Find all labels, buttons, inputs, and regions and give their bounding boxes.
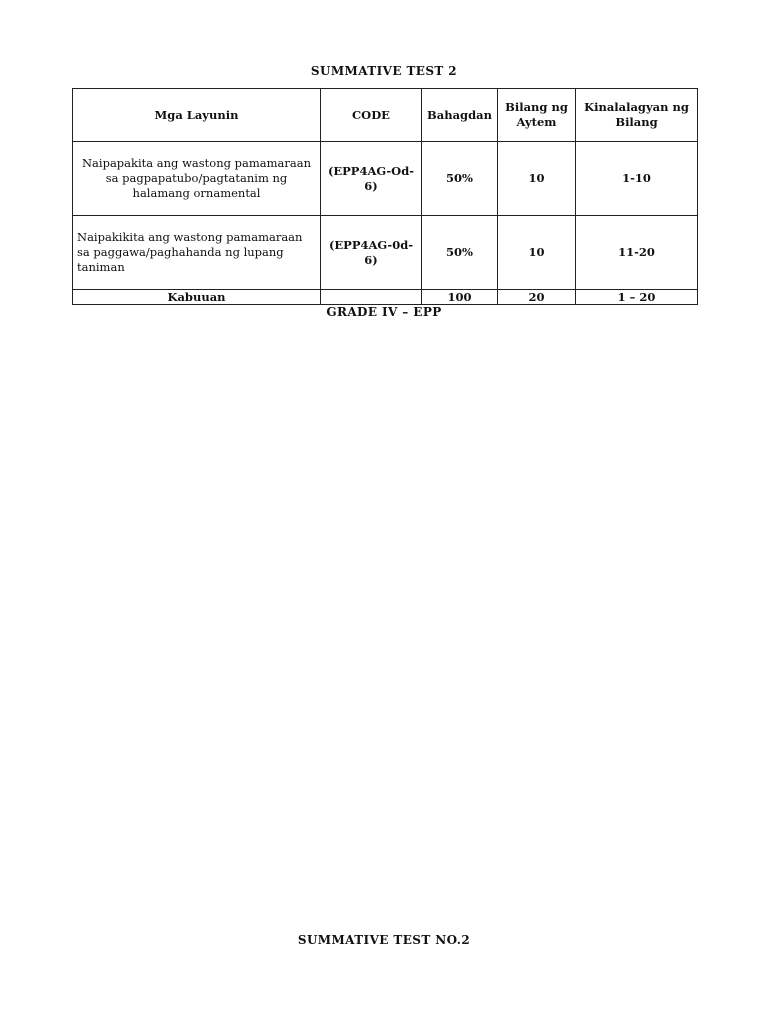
table-row xyxy=(73,216,698,290)
total-label-cell: Kabuuan xyxy=(73,290,321,305)
objective-cell: Naipakikita ang wastong pamamaraan sa paggawa/paghahanda ng lupang taniman xyxy=(73,216,321,290)
table-row xyxy=(73,142,698,216)
grade-subject-label: GRADE IV – EPP xyxy=(326,305,442,319)
total-items-cell: 20 xyxy=(498,290,576,305)
total-percent-cell: 100 xyxy=(422,290,498,305)
column-header-percentage: Bahagdan xyxy=(422,89,498,142)
total-code-cell xyxy=(321,290,422,305)
table-of-specifications xyxy=(72,88,698,305)
total-location-cell: 1 – 20 xyxy=(576,290,698,305)
column-header-item-location: Kinalalagyan ng Bilang xyxy=(576,89,698,142)
section-title: SUMMATIVE TEST NO.2 xyxy=(297,933,471,947)
location-cell: 11-20 xyxy=(576,216,698,290)
percent-cell: 50% xyxy=(422,216,498,290)
column-header-objectives: Mga Layunin xyxy=(73,89,321,142)
items-cell: 10 xyxy=(498,142,576,216)
code-cell: (EPP4AG-Od-6) xyxy=(321,142,422,216)
column-header-item-count: Bilang ng Aytem xyxy=(498,89,576,142)
objective-cell: Naipapakita ang wastong pamamaraan sa pagpapatubo/pagtatanim ng halamang ornamental xyxy=(73,142,321,216)
code-cell: (EPP4AG-0d-6) xyxy=(321,216,422,290)
table-header-row xyxy=(73,89,698,142)
percent-cell: 50% xyxy=(422,142,498,216)
table-total-row xyxy=(73,290,698,305)
location-cell: 1-10 xyxy=(576,142,698,216)
column-header-code: CODE xyxy=(321,89,422,142)
page-title: SUMMATIVE TEST 2 xyxy=(310,64,458,78)
items-cell: 10 xyxy=(498,216,576,290)
